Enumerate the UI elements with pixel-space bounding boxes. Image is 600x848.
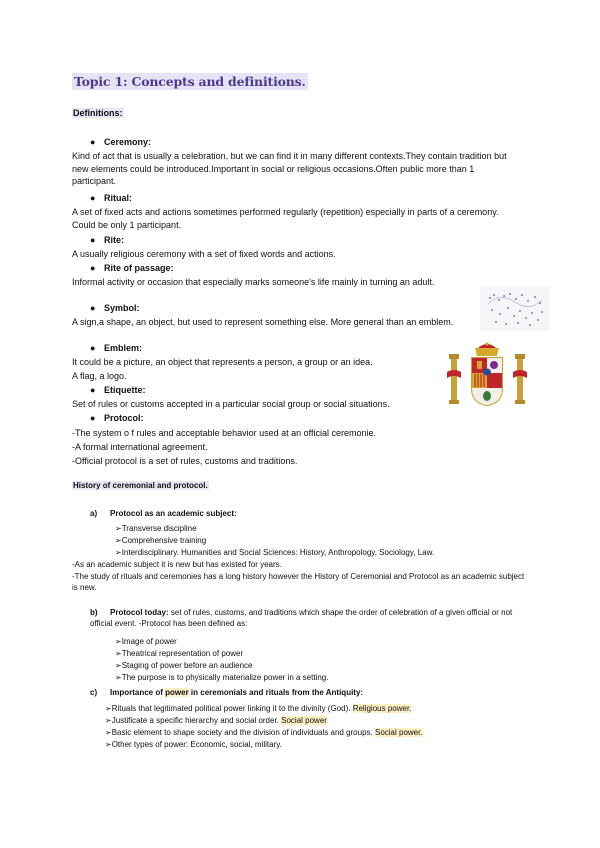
def-rite: A usually religious ceremony with a set of fixed words and actions.: [72, 249, 336, 259]
list-item: ➢Justificate a specific hierarchy and social order. Social power: [105, 716, 327, 725]
handwritten-symbol-image: [480, 286, 550, 331]
spain-coat-of-arms-image: [447, 342, 527, 410]
bullet-icon: ●: [90, 385, 96, 395]
bullet-icon: ●: [90, 193, 96, 203]
section-a-note: -As an academic subject it is new but has existed for years.: [72, 560, 282, 569]
def-protocol-line: -Official protocol is a set of rules, customs and traditions.: [72, 456, 298, 466]
def-ritual: A set of fixed acts and actions sometimes performed regularly (repetition) especially in parts of a ceremony. Could be only 1 participant.: [72, 207, 499, 230]
list-item: ➢Staging of power before an audience: [115, 661, 253, 670]
term-ritual: ● Ritual:: [90, 193, 132, 203]
def-symbol: A sign,a shape, an object, but used to represent something else. More general than an emblem.: [72, 317, 454, 327]
bullet-icon: ●: [90, 343, 96, 353]
list-item: ➢Basic element to shape society and the division of individuals and groups. Social power.: [105, 728, 423, 737]
page-title: Topic 1: Concepts and definitions.: [74, 74, 306, 89]
term-rite-of-passage: ● Rite of passage:: [90, 263, 174, 273]
term-etiquette: ● Etiquette:: [90, 385, 146, 395]
list-item: ➢The purpose is to physically materialize power in a setting.: [115, 673, 329, 682]
term-rite: ● Rite:: [90, 235, 124, 245]
term-emblem: ● Emblem:: [90, 343, 143, 353]
bullet-icon: ●: [90, 137, 96, 147]
list-item: ➢Image of power: [115, 637, 177, 646]
list-item: ➢Interdisciplinary. Humanities and Social Sciences: History, Anthropology, Sociology, Law.: [115, 548, 435, 557]
def-protocol-line: -The system o f rules and acceptable behavior used at an official ceremonie.: [72, 428, 377, 438]
bullet-icon: ●: [90, 303, 96, 313]
def-etiquette: Set of rules or customs accepted in a particular social group or social situations.: [72, 399, 390, 409]
definitions-heading: Definitions:: [73, 108, 123, 118]
def-emblem: It could be a picture, an object that represents a person, a group or an idea.: [72, 357, 373, 367]
def-protocol-line: -A formal international agreement.: [72, 442, 208, 452]
section-a-heading: a) Protocol as an academic subject:: [90, 509, 237, 518]
def-emblem-examples: A flag, a logo.: [72, 371, 127, 381]
bullet-icon: ●: [90, 235, 96, 245]
def-ceremony: Kind of act that is usually a celebration, but we can find it in many different contexts.They contain tradition but new elements could be introduced.Important in social or religious occasions.Often public more than 1 participant.: [72, 151, 507, 186]
list-item: ➢Theatrical representation of power: [115, 649, 244, 658]
section-b-paragraph: b) Protocol today: set of rules, customs, and traditions which shape the order of celebration of a given official or not official event. -Protocol has been defined as:: [90, 608, 513, 628]
def-rite-of-passage: Informal activity or occasion that especially marks someone's life mainly in turning an adult.: [72, 277, 435, 287]
list-item: ➢Comprehensive training: [115, 536, 207, 545]
bullet-icon: ●: [90, 263, 96, 273]
list-item: ➢Rituals that legitimated political power linking it to the divinity (God). Religious power.: [105, 704, 412, 713]
list-item: ➢Transverse discipline: [115, 524, 197, 533]
term-symbol: ● Symbol:: [90, 303, 140, 313]
history-heading: History of ceremonial and protocol.: [73, 481, 208, 490]
term-ceremony: ● Ceremony:: [90, 137, 152, 147]
bullet-icon: ●: [90, 413, 96, 423]
section-c-heading: c) Importance of power in ceremonials and rituals from the Antiquity:: [90, 688, 364, 697]
list-item: ➢Other types of power: Economic, social, military.: [105, 740, 282, 749]
term-protocol: ● Protocol:: [90, 413, 144, 423]
section-a-note: -The study of rituals and ceremonies has a long history however the History of Ceremonial and Protocol as an academic subject is new.: [72, 572, 525, 592]
